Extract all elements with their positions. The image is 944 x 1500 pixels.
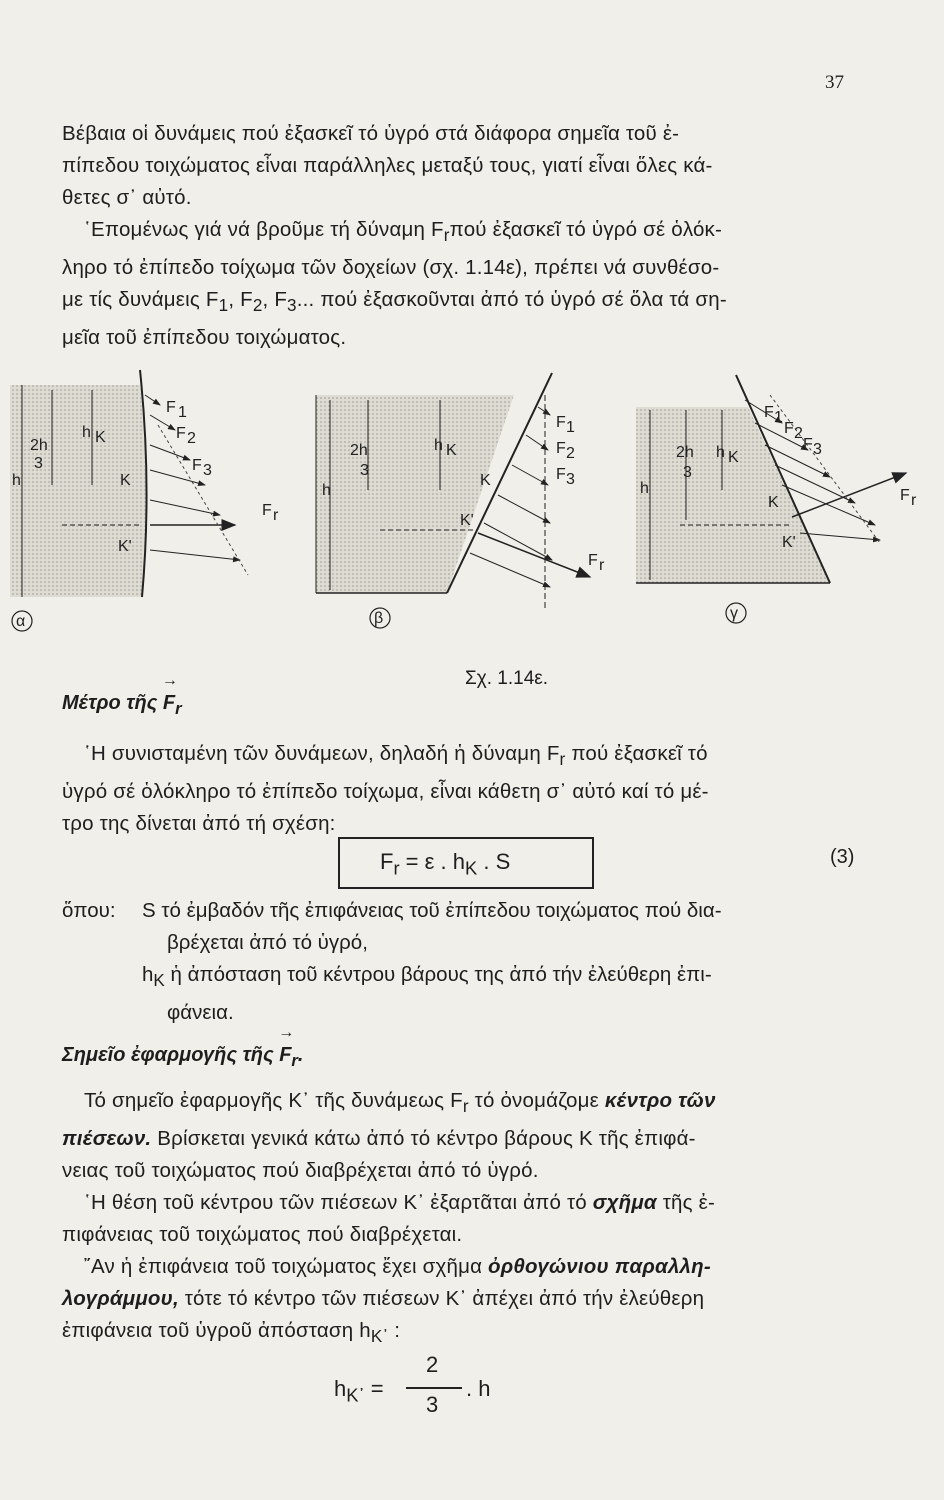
text: ... πού ἐξασκοῦνται ἀπό τό ὑγρό σέ ὅλα τά ση- [296, 288, 727, 312]
text-line: τρο της δίνεται ἀπό τή σχέση: [62, 812, 336, 836]
label-F1-sub: 1 [566, 419, 575, 436]
paragraph [62, 1085, 862, 1187]
text: h [334, 1376, 347, 1401]
label-3: 3 [683, 464, 692, 481]
label-F3: F [192, 457, 202, 474]
liquid-region [316, 395, 514, 593]
text-line: ὑγρό σέ ὁλόκληρο τό ἐπίπεδο τοίχωμα, εἶναι κάθετη σ᾽ αὐτό καί τό μέ- [62, 780, 709, 804]
liquid-region [10, 385, 146, 597]
formula-rhs: . S [477, 849, 511, 874]
label-F2-sub: 2 [187, 430, 196, 447]
where-item-hk [142, 959, 862, 1029]
text-line [84, 742, 708, 770]
text: ἐπιφάνεια τοῦ ὑγροῦ ἀπόσταση h [62, 1319, 371, 1343]
text: τότε τό κέντρο τῶν πιέσεων K᾽ ἀπέχει ἀπό τήν ἐλεύθερη [178, 1287, 705, 1311]
label-hk: h [82, 424, 91, 441]
heading-text: Μέτρο τῆς [62, 692, 163, 714]
subscript: r [175, 699, 182, 718]
vector-symbol [279, 1044, 291, 1067]
text: ῾Η θέση τοῦ κέντρου τῶν πιέσεων K᾽ ἐξαρτᾶται ἀπό τό [84, 1191, 593, 1215]
label-F2-sub: 2 [794, 425, 803, 442]
text-line: φάνεια. [167, 1001, 234, 1025]
label-alpha: α [16, 613, 26, 630]
text-line [62, 288, 727, 316]
text: ἡ ἀπόσταση τοῦ κέντρου βάρους της ἀπό τήν ἐλεύθερη ἐπι- [164, 963, 712, 986]
subscript: r [559, 750, 566, 770]
subscript: r [462, 1097, 469, 1117]
text: : [388, 1319, 401, 1343]
label-hk: h [716, 444, 725, 461]
label-F1-sub: 1 [774, 409, 783, 426]
intro-paragraph [62, 118, 862, 214]
fraction-numerator: 2 [426, 1352, 439, 1377]
label-F1: F [556, 414, 566, 431]
emphasis: κέντρο τῶν [604, 1089, 716, 1112]
label-2h: 2h [350, 442, 368, 459]
text-line: S τό ἐμβαδόν τῆς ἐπιφάνειας τοῦ ἐπίπεδου τοιχώματος πού δια- [142, 899, 722, 922]
formula-hk-prime [330, 1352, 510, 1432]
label-F3: F [556, 466, 566, 483]
text: , F [262, 288, 288, 312]
paragraph [62, 1251, 862, 1353]
subscript: K [465, 857, 478, 879]
text: Βρίσκεται γενικά κάτω ἀπό τό κέντρο βάρους K τῆς ἐπιφά- [151, 1127, 696, 1151]
subscript: r [291, 1051, 298, 1070]
subscript: 3 [287, 296, 297, 316]
label-F1: F [764, 404, 774, 421]
label-F2: F [556, 440, 566, 457]
diagram-alpha [10, 370, 279, 631]
subscript: K [153, 971, 165, 991]
label-K: K [480, 472, 491, 489]
label-h: h [322, 482, 331, 499]
label-k-sub: K [728, 449, 739, 466]
text-line [84, 218, 723, 246]
label-Fr: F [900, 487, 910, 504]
label-K-prime: K' [118, 538, 132, 555]
fraction-bar [406, 1387, 462, 1389]
figure-drawing [0, 365, 944, 695]
vector-symbol [163, 692, 175, 715]
text: , F [228, 288, 253, 312]
diagram-beta [316, 373, 605, 628]
where-item-S [142, 895, 862, 959]
formula-lhs: F [380, 849, 394, 874]
text-line: Βέβαια οἱ δυνάμεις πού ἐξασκεῖ τό ὑγρό στά διάφορα σημεῖα τοῦ ἐ- [62, 122, 680, 145]
formula-lhs [334, 1376, 384, 1406]
text: πού ἐξασκεῖ τό ὑγρό σέ ὁλόκ- [449, 218, 723, 241]
where-label: ὅπου: [62, 899, 116, 922]
label-F3-sub: 3 [203, 462, 212, 479]
label-Fr-sub: r [273, 507, 279, 524]
text: με τίς δυνάμεις F [62, 288, 219, 312]
where-block [62, 895, 862, 1029]
paragraph [62, 738, 862, 840]
label-h: h [640, 480, 649, 497]
figure-1-14e [0, 365, 944, 695]
equation-number: (3) [830, 846, 855, 868]
label-K: K [120, 472, 131, 489]
label-F3-sub: 3 [566, 471, 575, 488]
figure-caption: Σχ. 1.14ε. [465, 668, 549, 689]
label-3: 3 [360, 462, 369, 479]
text: ῾Επομένως γιά νά βροῦμε τή δύναμη F [84, 218, 444, 241]
formula-mid: = ε . h [399, 849, 466, 874]
label-K: K [768, 494, 779, 511]
intro-text [62, 118, 862, 354]
text-line: πιφάνειας τοῦ τοιχώματος πού διαβρέχεται. [62, 1223, 463, 1247]
text: ῾Η συνισταμένη τῶν δυνάμεων, δηλαδή ἡ δύναμη F [84, 742, 560, 765]
label-F2-sub: 2 [566, 445, 575, 462]
vector-letter: F [162, 692, 176, 714]
section-heading-application-point [62, 1044, 303, 1071]
label-F1: F [166, 399, 176, 416]
subscript: 1 [218, 296, 229, 316]
emphasis: πιέσεων. [62, 1127, 152, 1151]
label-K-prime: K' [460, 512, 474, 529]
page-number: 37 [825, 72, 844, 93]
label-F2: F [176, 425, 186, 442]
text-line: θετες σ᾽ αὐτό. [62, 186, 192, 209]
emphasis: λογράμμου, [62, 1287, 179, 1311]
text-line: βρέχεται ἀπό τό ὑγρό, [167, 931, 368, 954]
subscript: K᾽ [370, 1327, 389, 1347]
label-k-sub: K [446, 442, 457, 459]
subscript: K᾽ [346, 1384, 365, 1406]
emphasis: σχῆμα [592, 1191, 657, 1215]
text-line: μεῖα τοῦ ἐπίπεδου τοιχώματος. [62, 326, 347, 350]
formula-rhs: . h [466, 1376, 491, 1401]
text: = [364, 1376, 384, 1401]
text-line: ληρο τό ἐπίπεδο τοίχωμα τῶν δοχείων (σχ. 1.14ε), πρέπει νά συνθέσο- [62, 256, 720, 280]
label-hk: h [434, 437, 443, 454]
label-F3-sub: 3 [813, 441, 822, 458]
heading-text: Σημεῖο ἐφαρμογῆς τῆς [62, 1044, 280, 1066]
label-3: 3 [34, 455, 43, 472]
text-line: νειας τοῦ τοιχώματος πού διαβρέχεται ἀπό τό ὑγρό. [62, 1159, 539, 1183]
subscript: 2 [252, 296, 263, 316]
label-F2: F [784, 420, 794, 437]
label-Fr-sub: r [599, 557, 605, 574]
label-F1-sub: 1 [178, 404, 187, 421]
text: πού ἐξασκεῖ τό [565, 742, 708, 765]
formula-box [338, 837, 594, 889]
text: ῎Αν ἡ ἐπιφάνεια τοῦ τοιχώματος ἔχει σχῆμα [84, 1255, 489, 1279]
heading-suffix: . [297, 1044, 304, 1066]
label-Fr: F [262, 502, 272, 519]
label-K-prime: K' [782, 534, 796, 551]
intro-paragraph-2 [62, 214, 862, 354]
fraction-denominator: 3 [426, 1392, 439, 1417]
label-Fr-sub: r [911, 492, 917, 509]
application-point-text [62, 1085, 862, 1353]
label-h: h [12, 472, 21, 489]
emphasis: ὀρθογώνιου παραλλη- [488, 1255, 711, 1279]
label-2h: 2h [30, 437, 48, 454]
text-line: πίπεδου τοιχώματος εἶναι παράλληλες μεταξύ τους, γιατί εἶναι ὅλες κά- [62, 154, 713, 177]
subscript: r [393, 857, 400, 879]
diagram-gamma [636, 375, 917, 623]
label-beta: β [374, 610, 384, 627]
text: τό ὀνομάζομε [468, 1089, 605, 1112]
label-k-sub: K [95, 429, 106, 446]
label-F3: F [803, 436, 813, 453]
magnitude-paragraph [62, 738, 862, 840]
subscript: r [443, 226, 450, 246]
text: h [142, 963, 154, 986]
section-heading-magnitude [62, 692, 182, 719]
text: Τό σημεῖο ἐφαρμογῆς K᾽ τῆς δυνάμεως F [84, 1089, 463, 1112]
paragraph [62, 1187, 862, 1251]
label-Fr: F [588, 552, 598, 569]
label-2h: 2h [676, 444, 694, 461]
vector-letter: F [279, 1044, 292, 1066]
text: τῆς ἐ- [656, 1191, 715, 1215]
label-gamma: γ [730, 605, 738, 622]
